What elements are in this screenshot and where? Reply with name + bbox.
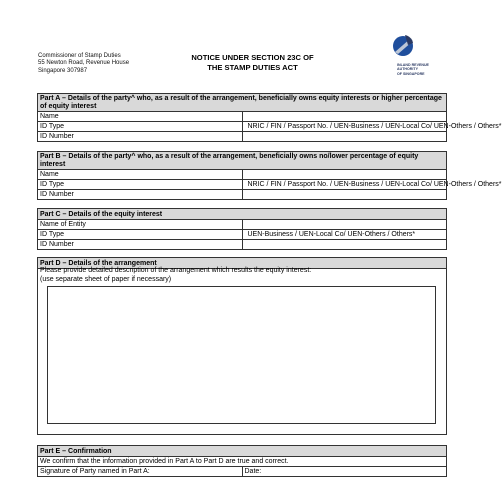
title-line: THE STAMP DUTIES ACT <box>207 62 298 72</box>
entity-name-field[interactable] <box>242 220 447 230</box>
name-field[interactable] <box>242 112 447 122</box>
part-e-heading: Part E – Confirmation <box>38 446 447 457</box>
title-line: NOTICE UNDER SECTION 23C OF <box>191 53 314 62</box>
row-label: ID Number <box>38 132 243 142</box>
arrangement-description-field[interactable] <box>47 286 436 424</box>
row-label: ID Type <box>38 180 243 190</box>
row-label: ID Number <box>38 190 243 200</box>
iras-logo-icon <box>392 33 416 59</box>
part-a-heading: Part A – Details of the party^ who, as a result of the arrangement, beneficially owns equity interests or higher percentage of equity interest <box>38 94 447 112</box>
signature-label: Signature of Party named in Part A: <box>40 467 150 475</box>
id-number-field[interactable] <box>242 190 447 200</box>
part-d-note: (use separate sheet of paper if necessary) <box>40 275 172 283</box>
row-label: ID Type <box>38 230 243 240</box>
date-field[interactable] <box>242 467 447 477</box>
row-label: Name of Entity <box>38 220 243 230</box>
id-number-field[interactable] <box>242 240 447 250</box>
row-label: ID Type <box>38 122 243 132</box>
row-label: Name <box>38 112 243 122</box>
row-label: Name <box>38 170 243 180</box>
part-d-instruction: Please provide detailed description of the arrangement which results the equity interest: <box>40 267 312 274</box>
name-field[interactable] <box>242 170 447 180</box>
row-label: ID Number <box>38 240 243 250</box>
document-title <box>160 53 345 72</box>
address-line: Singapore 307987 <box>38 67 88 74</box>
part-c-heading: Part C – Details of the equity interest <box>38 209 447 220</box>
part-e-section <box>37 445 447 477</box>
logo-line: OF SINGAPORE <box>397 71 425 76</box>
id-number-field[interactable] <box>242 132 447 142</box>
part-d-body <box>37 267 447 435</box>
part-b-section <box>37 151 502 200</box>
id-type-field[interactable]: NRIC / FIN / Passport No. / UEN-Business / UEN-Local Co/ UEN-Others / Others* <box>242 180 447 190</box>
logo-line: INLAND REVENUE <box>397 63 429 67</box>
signature-field[interactable] <box>38 467 243 477</box>
id-type-field[interactable]: NRIC / FIN / Passport No. / UEN-Business / UEN-Local Co/ UEN-Others / Others* <box>242 122 447 132</box>
part-d-heading: Part D – Details of the arrangement <box>38 258 447 269</box>
header-address <box>38 53 129 75</box>
iras-logo <box>392 33 446 83</box>
id-type-field[interactable]: UEN-Business / UEN-Local Co/ UEN-Others / Others* <box>242 230 447 240</box>
date-label: Date: <box>244 467 262 475</box>
part-b-heading: Part B – Details of the party^ who, as a result of the arrangement, beneficially owns no/lower percentage of equity interest <box>38 152 447 170</box>
address-line: Commissioner of Stamp Duties <box>38 53 121 59</box>
logo-text <box>397 63 429 76</box>
address-line: 55 Newton Road, Revenue House <box>38 60 130 67</box>
part-a-section <box>37 93 502 142</box>
logo-line: AUTHORITY <box>397 67 418 72</box>
confirmation-statement: We confirm that the information provided in Part A to Part D are true and correct. <box>38 457 447 467</box>
part-c-section <box>37 208 447 250</box>
